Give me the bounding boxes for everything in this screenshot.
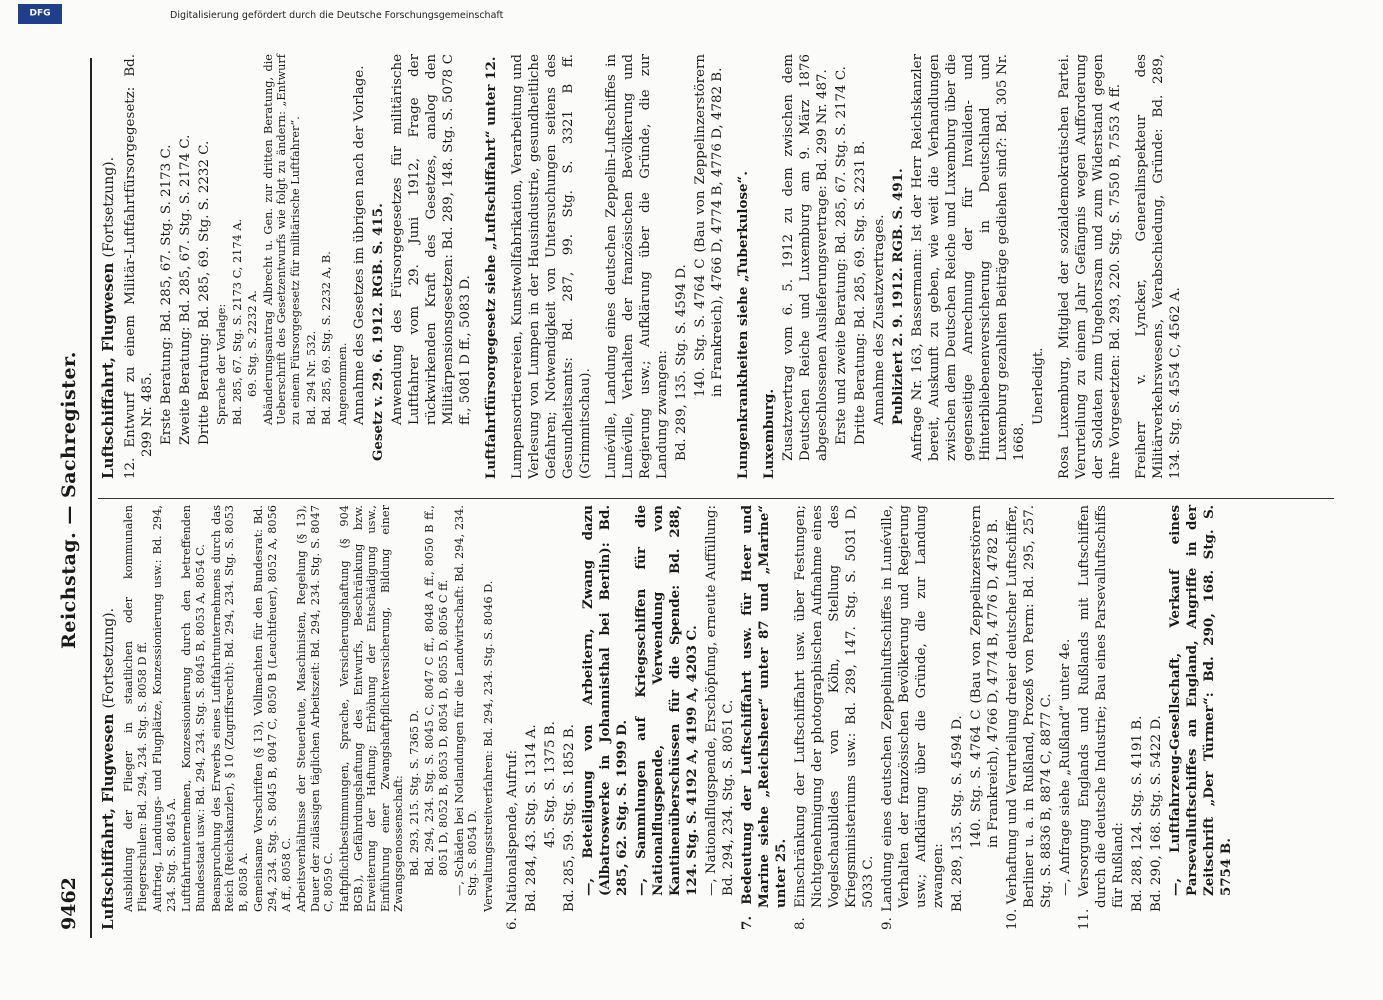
index-entry: Arbeitsverhältnisse der Steuerleute, Maschinisten, Regelung (§ 13), Dauer der zulässigen täglichen Arbeitszeit: Bd. 294, 234. Stg. S. 8047 C, 8059 C. [295,505,336,912]
right-section-title: Luftschiffahrt, Flugwesen [99,262,117,479]
index-entry: Rosa Luxemburg, Mitglied der sozialdemokratischen Partei. Verurteilung zu einem Jahr Gefängnis wegen Aufforderung der Soldaten zum Ungehorsam und zum Widerstand gegen ihre Vorgesetzten: Bd. 293, 220. Stg. S. 7550 B, 7553 A ff. [1057,54,1124,479]
index-entry: Abänderungsantrag Albrecht u. Gen. zur dritten Beratung, die Ueberschrift des Gesetzentwurfs wie folgt zu ändern: „Entwurf zu einem Fürsorgegesetz für militärische Luftfahrer“. [261,54,302,425]
index-entry: Auftrieg, Landungs- und Flugplätze, Konzessionierung usw.: Bd. 294, 234. Stg. S. 8045 A. [151,505,178,912]
index-entry: 9. Landung eines deutschen Zeppelinluftschiffes in Lunéville, Verhalten der französischen Bevölkerung und Regierung usw.; Aufklärung über die Gründe, die zur Landung zwangen: [880,505,947,930]
index-entry: Bd. 285, 67. Stg. S. 2173 C, 2174 A. [230,218,244,425]
header-rule [90,58,92,938]
index-entry: Ausbildung der Flieger in staatlichen oder kommunalen Fliegerschulen: Bd. 294, 234. Stg. S. 8058 D ff. [122,505,149,912]
entry-gap [476,54,483,479]
index-entry: Verwaltungsstreitverfahren: Bd. 294, 234. Stg. S. 8046 D. [481,580,495,912]
index-entry: Gemeinsame Vorschriften (§ 13), Vollmachten für den Bundesrat: Bd. 294, 234. Stg. S. 8045 B, 8047 C, 8050 B (Leuchtfeuer), 8052 A, 8056 A ff., 8058 C. [252,505,293,912]
index-entry: Unerledigt. [1031,347,1047,425]
index-entry: Bd. 289, 135. Stg. S. 4594 D. [950,715,966,912]
right-column [100,54,1186,479]
right-entries [122,54,1184,479]
entry-gap [596,54,603,479]
index-entry: Bd. 290, 168. Stg. S. 5422 D. [1149,715,1165,912]
entry-gap [754,54,761,479]
index-entry: Lunéville, Landung eines deutschen Zeppelin-Luftschiffes in Lunéville, Verhalten der französischen Bevölkerung und Regierung usw.; Aufklärung über die Gründe, die zur Landung zwangen: [604,54,671,479]
index-entry: Angenommen. [335,342,349,425]
index-entry: Anwendung des Fürsorgegesetzes für militärische Luftfahrer vom 29. Juni 1912, Frage der rückwirkenden Kraft des Gesetzes, analog den Militärpensionsgesetzen: Bd. 289, 148. Stg. S. 5078 C ff., 5081 D ff., 5083 D. [390,54,474,425]
index-entry: 45. Stg. S. 1375 B. [543,721,559,848]
index-entry: Haftpflichtbestimmungen, Sprache, Versicherungshaftung (§ 904 BGB.), Gefährdungshaftung des Entwurfs, Beschränkung bzw. Erweiterung der Haftung; Erhöhung der Entschädigung usw., Einführung einer Zwangshaftpflichtversicherung, Bildung einer Zwangsgenossenschaft: [337,505,406,912]
index-entry: Dritte Beratung: Bd. 285, 69. Stg. S. 2232 C. [197,140,212,445]
entry-gap [502,54,509,479]
index-entry: 7. Bedeutung der Luftschiffahrt usw. für Heer und Marine siehe „Reichsheer“ unter 87 und „Marine“ unter 25. [739,505,790,930]
index-entry: Erste Beratung: Bd. 285, 67. Stg. S. 2173 C. [159,144,174,445]
page-title: Reichstag. — Sachregister. [58,351,80,649]
index-entry: Luxemburg. [761,388,778,479]
index-entry: Bd. 293, 215. Stg. S. 7365 D. [407,709,421,876]
index-entry: —, Sammlungen auf Kriegsschiffen für die Nationalflugspende, Verwendung von Kantinenüberschüssen für die Spende: Bd. 288, 124. Stg. S. 4192 A, 4199 A, 4203 C. [633,505,701,896]
index-entry: Annahme des Gesetzes im übrigen nach der Vorlage. [352,65,368,425]
index-entry: Bd. 284, 43. Stg. S. 1314 A. [524,724,540,912]
index-entry: Publiziert 2. 9. 1912. RGB. S. 491. [890,168,907,425]
left-section-heading [100,505,118,930]
left-entries [122,505,1235,930]
index-entry: Sprache der Vorlage: [215,303,228,425]
index-entry: 140. Stg. S. 4764 C (Bau von Zeppelinzerstörern in Frankreich), 4766 D, 4774 B, 4776 D, 4782 B. [969,505,1002,848]
index-entry: Luftfahrtunternehmen, Konzessionierung durch den betreffenden Bundesstaat usw.: Bd. 294, 234. Stg. S. 8045 B, 8053 A, 8054 C. [180,505,207,912]
column-divider [98,498,1334,499]
index-entry: Freiherr v. Lyncker, Generalinspekteur des Militärverkehrswesens, Verabschiedung, Gründe: Bd. 289, 134. Stg. S. 4554 C, 4562 A. [1134,54,1184,479]
entry-gap [728,54,735,479]
index-entry: 140. Stg. S. 4764 C (Bau von Zeppelinzerstörern in Frankreich), 4766 D, 4774 B, 4776 D, 4782 B. [693,54,726,397]
index-entry: —, Beteiligung von Arbeitern, Zwang dazu (Albatroswerke in Johannisthal bei Berlin): Bd. 285, 62. Stg. S. 1999 D. [580,505,631,896]
index-entry: Bd. 294, 234. Stg. S. 8045 C, 8047 C ff., 8048 A ff., 8050 B ff., 8051 D, 8052 B, 8053 D, 8054 D, 8055 D, 8056 C ff. [423,505,451,876]
page-number: 9462 [58,877,80,930]
left-section-title: Luftschiffahrt, Flugwesen [99,713,117,930]
index-entry: Luftfahrtfürsorgegesetz siehe „Luftschiffahrt“ unter 12. [483,56,500,479]
index-entry: Bd. 285, 69. Stg. S. 2232 A, B. [320,251,334,425]
entry-gap [1049,54,1056,479]
left-column [100,505,1237,930]
index-entry: Erste und zweite Beratung: Bd. 285, 67. Stg. S. 2174 C. [834,66,850,445]
index-entry: —, Anfrage siehe „Rußland“ unter 4e. [1058,638,1074,896]
index-entry: Gesetz v. 29. 6. 1912. RGB. S. 415. [370,203,387,461]
index-entry: —, Nationalflugspende, Erschöpfung, erneute Auffüllung: Bd. 294, 234. Stg. S. 8051 C. [704,505,737,896]
index-entry: 11. Versorgung Englands und Rußlands mit Luftschiffen durch die deutsche Industrie; Bau eines Parsevalluftschiffs für Rußland: [1077,505,1127,930]
entry-gap [1126,54,1133,479]
index-entry: —, Luftfahrzeug-Gesellschaft, Verkauf eines Parsevalluftschiffes an England, Angriffe in der Zeitschrift „Der Türmer“: Bd. 290, 168. Stg. S. 5754 B. [1167,505,1235,896]
index-entry: 6. Nationalspende, Aufruf: [505,749,521,930]
right-section-continuation: (Fortsetzung). [101,156,117,258]
digitization-credit-text: Digitalisierung gefördert durch die Deutsche Forschungsgemeinschaft [170,10,504,21]
index-entry: Lungenkrankheiten siehe „Tuberkulose“. [735,171,752,479]
index-entry: Dritte Beratung: Bd. 285, 69. Stg. S. 2231 B. [853,140,869,445]
index-entry: Beanspruchung des Erwerbs eines Luftfahrtunternehmens durch das Reich (Reichskanzler), § 10 (Zugriffsrecht): Bd. 294, 234. Stg. S. 8053 B, 8058 A. [209,505,250,912]
index-entry: 10. Verhaftung und Verurteilung dreier deutscher Luftschiffer, Berliner u. a. in Rußland, Prozeß von Perm: Bd. 295, 257. Stg. S. 8836 B, 8874 C, 8877 C. [1005,505,1055,930]
index-entry: 8. Einschränkung der Luftschiffahrt usw. über Festungen; Nichtgenehmigung der photographischen Aufnahme eines Vogelschaubildes von Köln, Stellung des Kriegsministeriums usw.: Bd. 289, 147. Stg. S. 5031 D, 5033 C. [793,505,877,930]
index-entry: Zweite Beratung: Bd. 285, 67. Stg. S. 2174 C. [178,134,193,445]
index-entry: Annahme des Zusatzvertrages. [872,214,888,425]
index-entry: 69. Stg. S. 2232 A. [246,290,260,397]
digitization-credit [170,8,1250,22]
index-entry: Anfrage Nr. 163, Bassermann: Ist der Herr Reichskanzler bereit, Auskunft zu geben, wie weit die Verhandlungen zwischen dem Deutschen Reiche und Luxemburg über die gegenseitige Anrechnung der für Invaliden- und Hinterbliebenenversicherung in Deutschland und Luxemburg gezahlten Beiträge gediehen sind?: Bd. 305 Nr. 1668. [910,54,1028,461]
entry-gap [497,505,504,930]
left-section-continuation: (Fortsetzung). [101,607,117,709]
index-entry: Bd. 289, 135. Stg. S. 4594 D. [674,264,690,461]
index-entry: 12. Entwurf zu einem Militär-Luftfahrtfürsorgegesetz: Bd. 299 Nr. 485. [123,54,155,479]
index-entry: Bd. 294 Nr. 532. [304,330,318,425]
right-section-heading [100,54,118,479]
index-entry: Zusatzvertrag vom 6. 5. 1912 zu dem zwischen dem Deutschen Reiche und Luxemburg am 9. März 1876 abgeschlossenen Auslieferungsvertrage: Bd. 299 Nr. 487. [781,54,831,461]
index-entry: Lumpensortierereien, Kunstwollfabrikation, Verarbeitung und Verlesung von Lumpen in der Hausindustrie, gesundheitliche Gefahren; Notwendigkeit von Untersuchungen seitens des Gesundheitsamts: Bd. 287, 99. Stg. S. 3321 B ff. (Grimmitschau). [510,54,594,479]
dfg-logo: DFG [18,4,62,24]
index-entry: Bd. 288, 124. Stg. S. 4191 B. [1130,715,1146,912]
index-entry: Bd. 285, 59. Stg. S. 1852 B. [562,724,578,912]
index-entry: —, Schäden bei Notlandungen für die Landwirtschaft: Bd. 294, 234. Stg. S. 8054 D. [452,505,480,896]
